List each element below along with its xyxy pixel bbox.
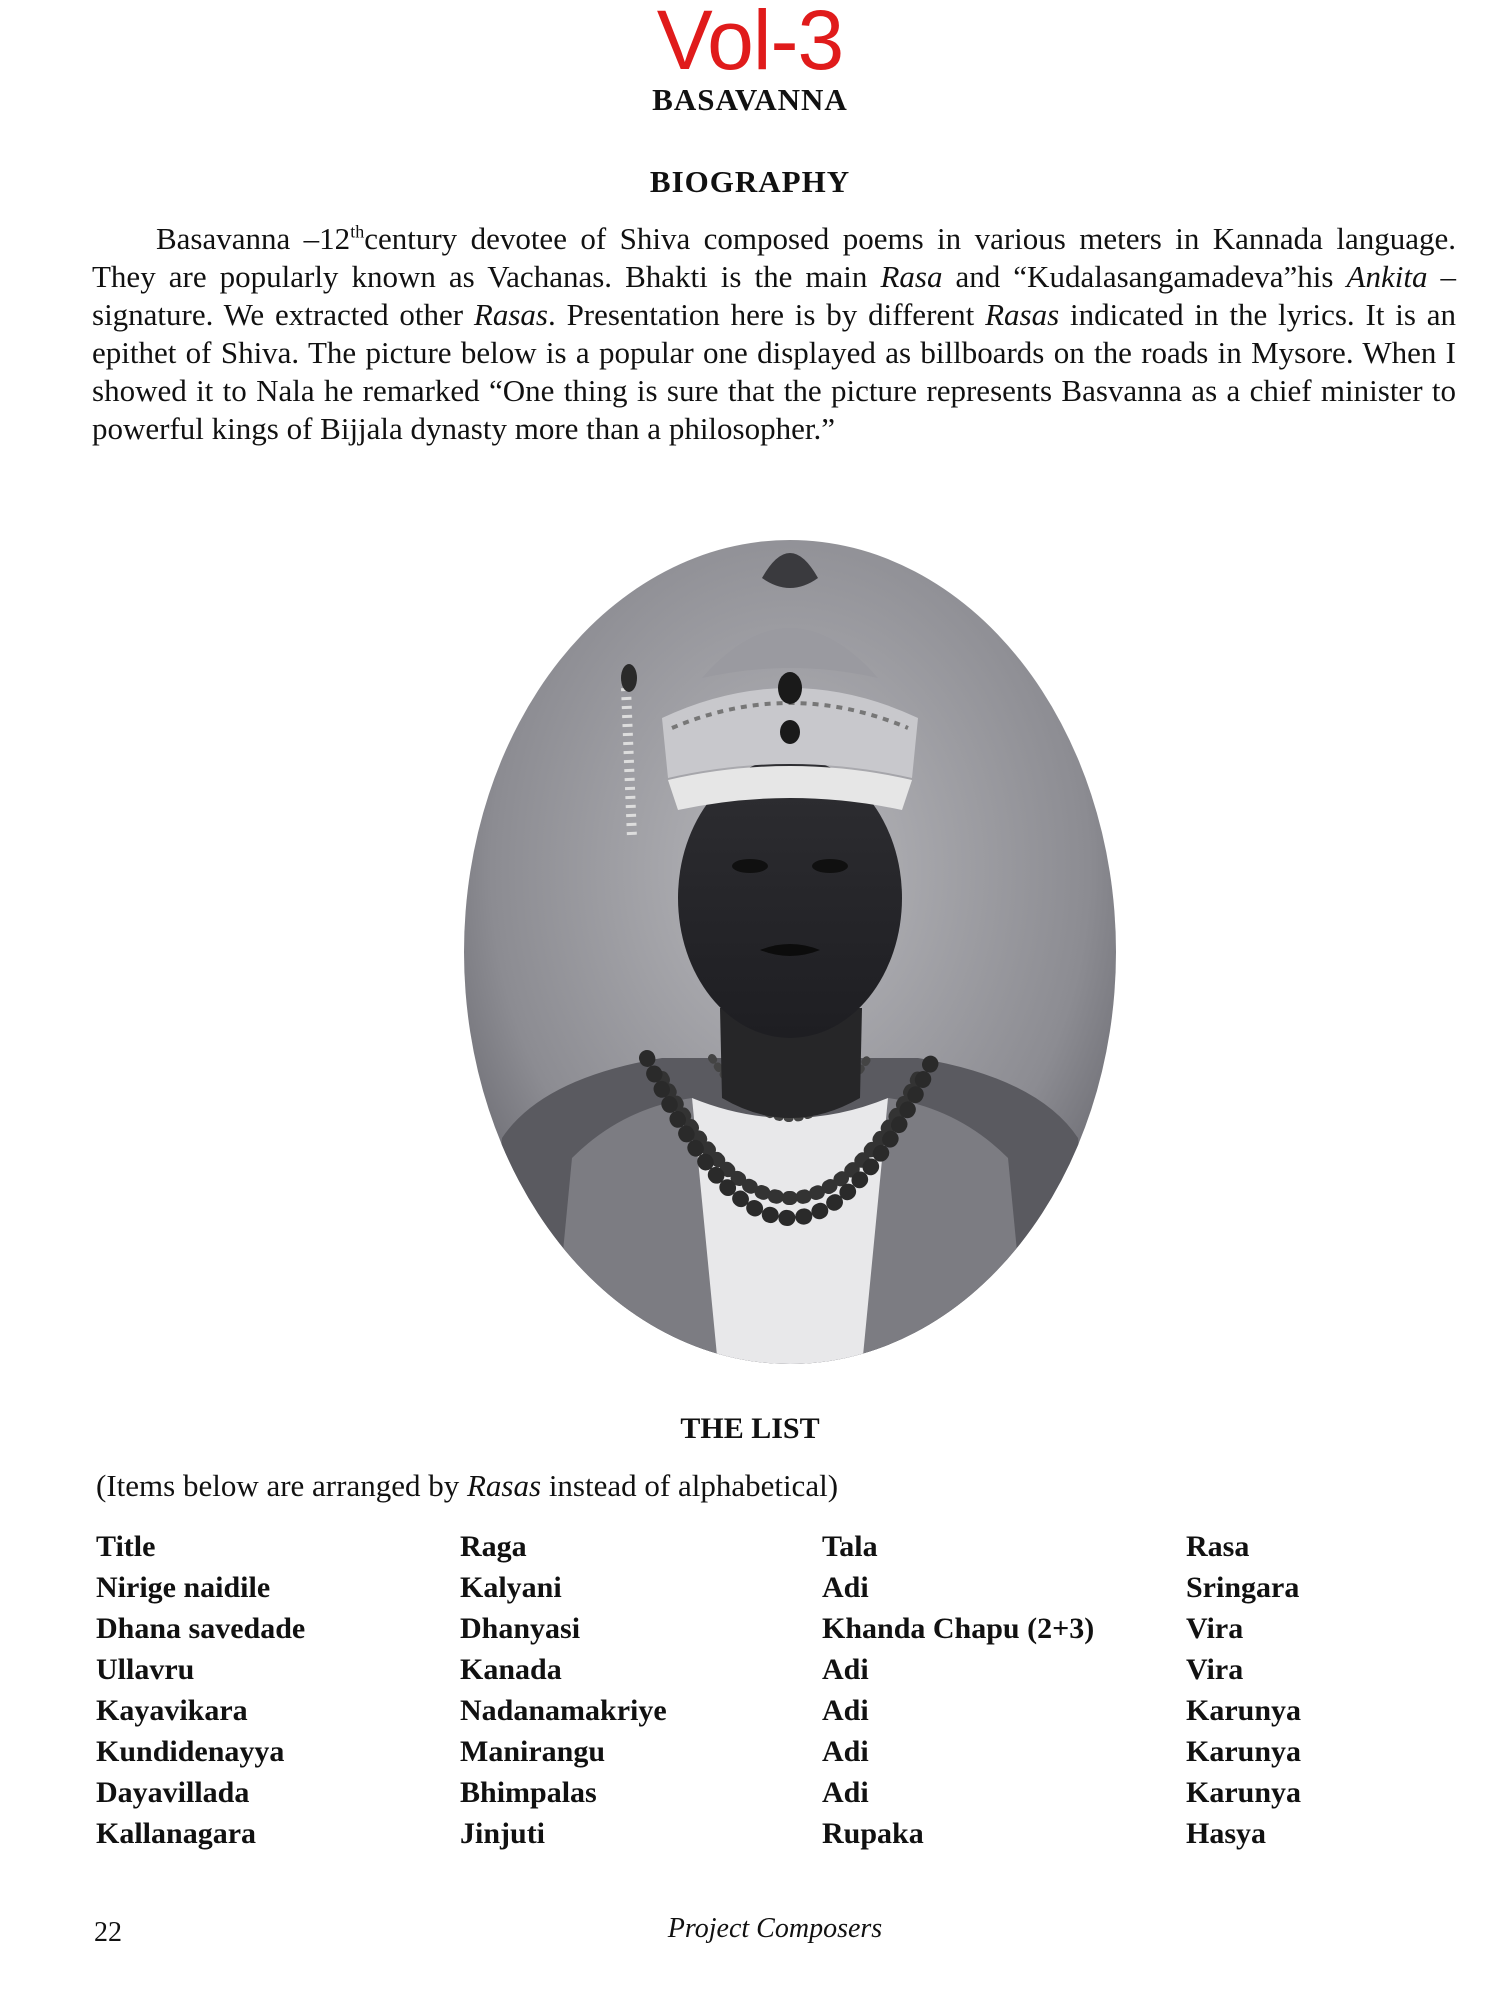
table-header-row bbox=[96, 1526, 1426, 1567]
composer-name: BASAVANNA bbox=[652, 82, 848, 117]
table-row bbox=[96, 1772, 1426, 1813]
publication-footer: Project Composers bbox=[667, 1913, 883, 1944]
cell-rasa: Sringara bbox=[1186, 1570, 1300, 1604]
note-emphasis: Rasas bbox=[466, 1468, 542, 1503]
bio-text: century devotee of Shiva composed poems in various meters in Kannada language. They are popularly known as Vachanas. Bhakti is the main bbox=[92, 221, 1456, 294]
table-row bbox=[96, 1608, 1426, 1649]
bio-emphasis: Rasas bbox=[473, 297, 548, 332]
cell-tala: Adi bbox=[822, 1570, 869, 1604]
table-row bbox=[96, 1649, 1426, 1690]
bio-text: indicated in the lyrics. It is an epithet of Shiva. The picture below is a popular one displayed as billboards on the roads in Mysore. When I showed it to Nala he remarked “One thing is sure that the picture represents Basvanna as a chief minister to powerful kings of Bijjala dynasty more than a philosopher.” bbox=[92, 297, 1456, 446]
cell-tala: Adi bbox=[822, 1734, 869, 1768]
composition-table bbox=[96, 1526, 1426, 1854]
cell-rasa: Vira bbox=[1186, 1611, 1244, 1645]
bio-emphasis: Ankita bbox=[1346, 259, 1428, 294]
cell-title: Nirige naidile bbox=[96, 1570, 271, 1604]
column-header-title: Title bbox=[96, 1529, 156, 1563]
bio-text: . Presentation here is by different bbox=[548, 297, 986, 332]
cell-title: Dayavillada bbox=[96, 1775, 250, 1809]
cell-tala: Adi bbox=[822, 1652, 869, 1686]
column-header-raga: Raga bbox=[460, 1529, 527, 1563]
table-row bbox=[96, 1690, 1426, 1731]
cell-raga: Jinjuti bbox=[460, 1816, 546, 1850]
cell-raga: Manirangu bbox=[460, 1734, 606, 1768]
cell-tala: Adi bbox=[822, 1693, 869, 1727]
list-note bbox=[96, 1468, 838, 1504]
cell-title: Kallanagara bbox=[96, 1816, 257, 1850]
biography-paragraph bbox=[92, 220, 1456, 448]
cell-tala: Adi bbox=[822, 1775, 869, 1809]
cell-tala: Khanda Chapu (2+3) bbox=[822, 1611, 1095, 1645]
column-header-rasa: Rasa bbox=[1186, 1529, 1250, 1563]
cell-title: Ullavru bbox=[96, 1652, 195, 1686]
volume-label: Vol-3 bbox=[656, 0, 844, 87]
page-number: 22 bbox=[94, 1917, 122, 1948]
cell-raga: Dhanyasi bbox=[460, 1611, 581, 1645]
table-row bbox=[96, 1567, 1426, 1608]
table-row bbox=[96, 1813, 1426, 1854]
list-heading: THE LIST bbox=[680, 1412, 820, 1445]
cell-tala: Rupaka bbox=[822, 1816, 924, 1850]
cell-rasa: Karunya bbox=[1186, 1734, 1302, 1768]
note-text: (Items below are arranged by bbox=[96, 1468, 467, 1503]
bio-text: Basavanna –12 bbox=[156, 221, 351, 256]
cell-rasa: Karunya bbox=[1186, 1693, 1302, 1727]
bio-text: – signature. We extracted other bbox=[92, 259, 1457, 332]
cell-rasa: Vira bbox=[1186, 1652, 1244, 1686]
bio-superscript: th bbox=[350, 221, 365, 242]
bio-emphasis: Rasa bbox=[880, 259, 943, 294]
cell-rasa: Karunya bbox=[1186, 1775, 1302, 1809]
note-text: instead of alphabetical) bbox=[541, 1468, 839, 1503]
bio-text: and “Kudalasangamadeva”his bbox=[942, 259, 1347, 294]
cell-title: Kundidenayya bbox=[96, 1734, 285, 1768]
table-row bbox=[96, 1731, 1426, 1772]
cell-title: Kayavikara bbox=[96, 1693, 248, 1727]
cell-rasa: Hasya bbox=[1186, 1816, 1267, 1850]
column-header-tala: Tala bbox=[822, 1529, 878, 1563]
cell-title: Dhana savedade bbox=[96, 1611, 306, 1645]
cell-raga: Nadanamakriye bbox=[460, 1693, 667, 1727]
cell-raga: Kalyani bbox=[460, 1570, 562, 1604]
cell-raga: Bhimpalas bbox=[460, 1775, 597, 1809]
cell-raga: Kanada bbox=[460, 1652, 562, 1686]
biography-heading: BIOGRAPHY bbox=[649, 164, 851, 199]
bio-emphasis: Rasas bbox=[985, 297, 1060, 332]
composer-portrait bbox=[462, 538, 1118, 1366]
